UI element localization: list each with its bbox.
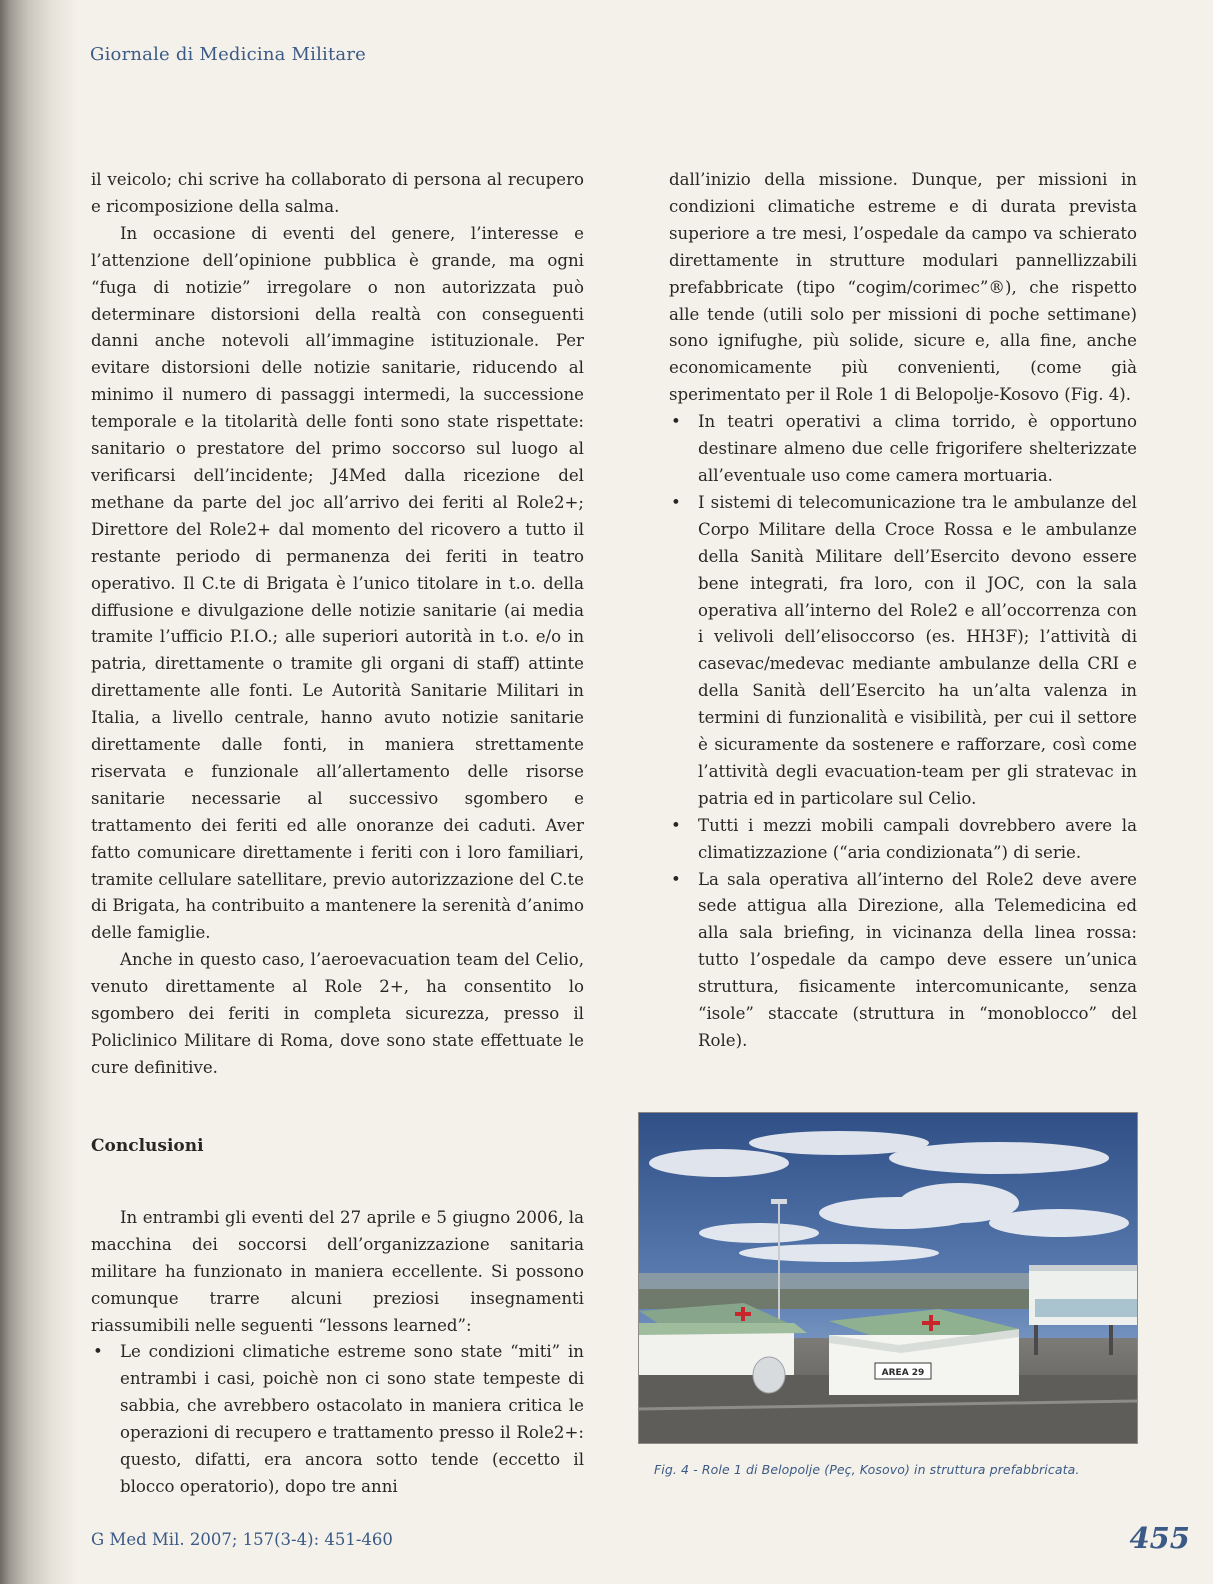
list-item: • Tutti i mezzi mobili campali dovrebbero avere la climatizzazione (“aria condizionata”) di serie. xyxy=(669,813,1137,867)
journal-running-head: Giornale di Medicina Militare xyxy=(90,44,367,65)
right-column xyxy=(669,167,1137,1055)
lessons-list xyxy=(91,1339,584,1500)
lessons-list xyxy=(669,409,1137,1055)
paragraph: In occasione di eventi del genere, l’interesse e l’attenzione dell’opinione pubblica è grande, ma ogni “fuga di notizie” irregolare o non autorizzata può determinare distorsioni della realtà con conseguenti danni anche notevoli all’immagine istituzionale. Per evitare distorsioni delle notizie sanitarie, riducendo al minimo il numero di passaggi intermedi, la successione temporale e la titolarità delle fonti sono state rispettate: sanitario o prestatore del primo soccorso sul luogo al verificarsi dell’incidente; J4Med dalla ricezione del methane da parte del joc all’arrivo dei feriti al Role2+; Direttore del Role2+ dal momento del ricovero a tutto il restante periodo di permanenza dei feriti in teatro operativo. Il C.te di Brigata è l’unico titolare in t.o. della diffusione e divulgazione delle notizie sanitarie (ai media tramite l’ufficio P.I.O.; alle superiori autorità in t.o. e/o in patria, direttamente o tramite gli organi di staff) attinte direttamente alle fonti. Le Autorità Sanitarie Militari in Italia, a livello centrale, hanno avuto notizie sanitarie direttamente dalle fonti, in maniera strettamente riservata e funzionale all’allertamento delle risorse sanitarie necessarie al successivo sgombero e trattamento dei feriti ed alle onoranze dei caduti. Aver fatto comunicare direttamente i feriti con i loro familiari, tramite cellulare satellitare, previo autorizzazione del C.te di Brigata, ha contribuito a mantenere la serenità d’animo delle famiglie. xyxy=(91,223,584,943)
list-item: • Le condizioni climatiche estreme sono state “miti” in entrambi i casi, poichè non ci sono state tempeste di sabbia, che avrebbero ostacolato in maniera critica le operazioni di recupero e trattamento presso il Role2+: questo, difatti, era ancora sotto tende (eccetto il blocco operatorio), dopo tre anni xyxy=(91,1339,584,1500)
page-number: 455 xyxy=(1129,1521,1190,1555)
area-sign: AREA 29 xyxy=(881,1368,925,1378)
figure-caption-text: - Role 1 di Belopolje (Peç, Kosovo) in struttura prefabbricata. xyxy=(689,1462,1080,1477)
paragraph: dall’inizio della missione. Dunque, per missioni in condizioni climatiche estreme e di durata prevista superiore a tre mesi, l’ospedale da campo va schierato direttamente in strutture modulari pannellizzabili prefabbricate (tipo “cogim/corimec”®), che rispetto alle tende (utili solo per missioni di poche settimane) sono ignifughe, più solide, sicure e, alla fine, anche economicamente più convenienti, (come già sperimentato per il Role 1 di Belopolje-Kosovo (Fig. 4). xyxy=(669,170,1137,405)
binding-shadow xyxy=(0,0,78,1584)
left-column xyxy=(91,167,584,1082)
paragraph: il veicolo; chi scrive ha collaborato di persona al recupero e ricomposizione della salma. xyxy=(91,170,584,216)
list-item: • In teatri operativi a clima torrido, è opportuno destinare almeno due celle frigorifere shelterizzate all’eventuale uso come camera mortuaria. xyxy=(669,409,1137,490)
figure-label: Fig. 4 xyxy=(654,1462,690,1477)
paragraph: In entrambi gli eventi del 27 aprile e 5 giugno 2006, la macchina dei soccorsi dell’organizzazione sanitaria militare ha funzionato in maniera eccellente. Si possono comunque trarre alcuni preziosi insegnamenti riassumibili nelle seguenti “lessons learned”: xyxy=(91,1207,584,1335)
figure-photo xyxy=(638,1112,1138,1444)
list-item: • La sala operativa all’interno del Role2 deve avere sede attigua alla Direzione, alla Telemedicina ed alla sala briefing, in vicinanza della linea rossa: tutto l’ospedale da campo deve essere un’unica struttura, fisicamente intercomunicante, senza “isole” staccate (struttura in “monoblocco” del Role). xyxy=(669,867,1137,1055)
paragraph: Anche in questo caso, l’aeroevacuation team del Celio, venuto direttamente al Role 2+, ha consentito lo sgombero dei feriti in completa sicurezza, presso il Policlinico Militare di Roma, dove sono state effettuate le cure definitive. xyxy=(91,950,584,1077)
list-item: • I sistemi di telecomunicazione tra le ambulanze del Corpo Militare della Croce Rossa e le ambulanze della Sanità Militare dell’Esercito devono essere bene integrati, fra loro, con il JOC, con la sala operativa all’interno del Role2 e all’occorrenza con i velivoli dell’elisoccorso (es. HH3F); l’attività di casevac/medevac mediante ambulanze della CRI e della Sanità dell’Esercito ha un’alta valenza in termini di funzionalità e visibilità, per cui il settore è sicuramente da sostenere e rafforzare, così come l’attività degli evacuation-team per gli stratevac in patria ed in particolare sul Celio. xyxy=(669,490,1137,813)
conclusions-section xyxy=(91,1133,584,1501)
footer-citation: G Med Mil. 2007; 157(3-4): 451-460 xyxy=(91,1530,393,1549)
section-heading: Conclusioni xyxy=(91,1136,204,1156)
figure-caption xyxy=(654,1462,1134,1477)
